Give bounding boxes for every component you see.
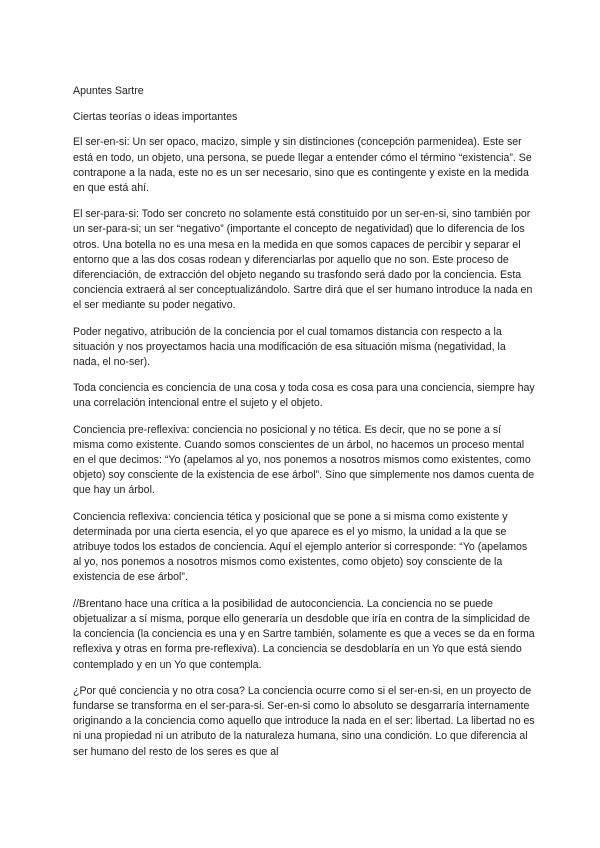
document-body	[73, 84, 535, 771]
paragraph-conciencia-reflexiva: Conciencia reflexiva: conciencia tética y posicional que se pone a si misma como existente y determinada por una cierta esencia, el yo que aparece es el yo mismo, la unidad a la que se atribuye todos los estados de conciencia. Aquí el ejemplo anterior si corresponde: “Yo (apelamos al yo, nos ponemos a nosotros mismos como existentes, como objeto) soy consciente de la existencia de ese árbol”.	[73, 510, 528, 584]
paragraph-ser-para-si: El ser-para-si: Todo ser concreto no solamente está constituido por un ser-en-si, sino también por un ser-para-si; un ser “negativo” (importante el concepto de negatividad) que lo diferencia de los otros. Una botella no es una mesa en la medida en que somos capaces de percibir y separar el entorno que a las dos cosas rodean y diferenciarlas por aquello que no son. Este proceso de diferenciación, de extracción del objeto negando su trasfondo será dado por la conciencia. Esta conciencia extraerá al ser conceptualizándolo. Sartre dirá que el ser humano introduce la nada en el ser mediante su poder negativo.	[73, 208, 533, 312]
paragraph-por-que-conciencia: ¿Por qué conciencia y no otra cosa? La conciencia ocurre como si el ser-en-si, en un proyecto de fundarse se transforma en el ser-para-si. Ser-en-si como lo absoluto se desgarraría internamente originando a la conciencia como aquello que introduce la nada en el ser: libertad. La libertad no es ni una propiedad ni un atributo de la naturaleza humana, sino una condición. Lo que diferencia al ser humano del resto de los seres es que al	[73, 684, 535, 758]
document-subtitle: Ciertas teorías o ideas importantes	[73, 111, 238, 124]
paragraph-brentano: //Brentano hace una crítica a la posibilidad de autoconciencia. La conciencia no se puede objetualizar a sí misma, porque ello generaría un desdoble que iría en contra de la simplicidad de la conciencia (la conciencia es una y en Sartre también, solamente es que a veces se da en forma reflexiva y otras en forma pre-reflexiva). La conciencia se desdoblaría en un Yo que está siendo contemplado y en un Yo que contempla.	[73, 597, 535, 671]
document-title: Apuntes Sartre	[73, 85, 144, 97]
paragraph-poder-negativo: Poder negativo, atribución de la conciencia por el cual tomamos distancia con respecto a la situación y nos proyectamos hacia una modificación de esa situación misma (negatividad, la nada, el no-ser).	[73, 325, 506, 369]
paragraph-ser-en-si: El ser-en-si: Un ser opaco, macizo, simple y sin distinciones (concepción parmenidea). Este ser está en todo, un objeto, una persona, se puede llegar a entender cómo el término “existencia”. Se contrapone a la nada, este no es un ser necesario, sino que es contingente y existe en la medida en que está ahí.	[73, 136, 532, 195]
paragraph-conciencia-intencional: Toda conciencia es conciencia de una cosa y toda cosa es cosa para una conciencia, siempre hay una correlación intencional entre el sujeto y el objeto.	[73, 382, 535, 410]
paragraph-conciencia-pre-reflexiva: Conciencia pre-reflexiva: conciencia no posicional y no tética. Es decir, que no se pone a sí misma como existente. Cuando somos conscientes de un árbol, no hacemos un proceso mental en el que decimos: “Yo (apelamos al yo, nos ponemos a nosotros mismos como existentes, como objeto) soy consciente de la existencia de ese árbol”. Sino que simplemente nos damos cuenta de que hay un árbol.	[73, 423, 535, 497]
